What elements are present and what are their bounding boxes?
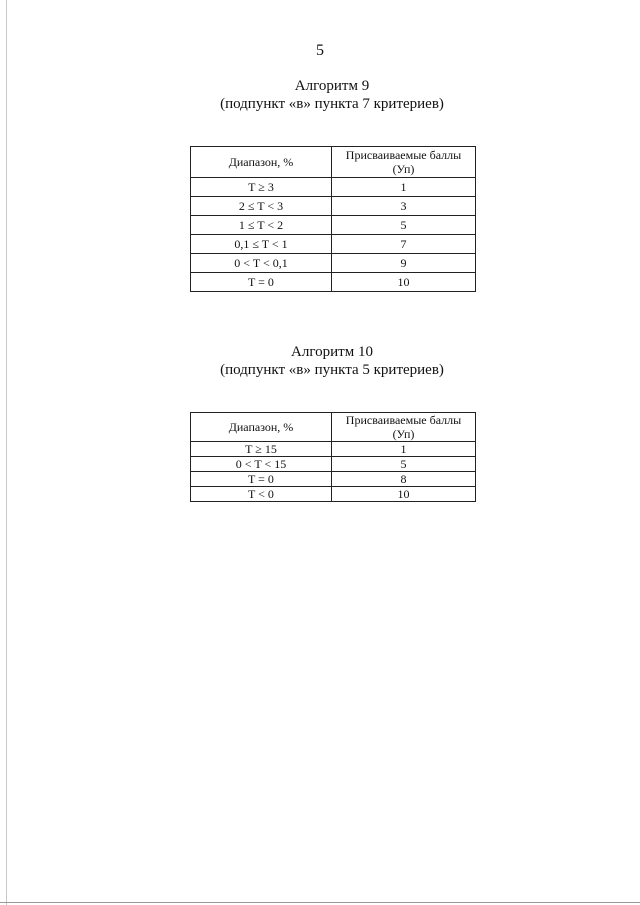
range-cell: 0,1 ≤ T < 1: [191, 235, 332, 254]
score-cell: 8: [332, 472, 476, 487]
score-header-line1: Присваиваемые баллы: [345, 148, 462, 162]
range-cell: T < 0: [191, 487, 332, 502]
score-cell: 7: [332, 235, 476, 254]
score-header-line2: (Уп): [392, 162, 415, 176]
scan-edge-left: [6, 0, 7, 905]
table-header-row: [191, 147, 476, 178]
table-row: [191, 197, 476, 216]
range-cell: T ≥ 3: [191, 178, 332, 197]
table-row: [191, 273, 476, 292]
score-header-line2: (Уп): [392, 427, 415, 441]
table-header-row: [191, 413, 476, 442]
table-row: [191, 254, 476, 273]
table-row: [191, 442, 476, 457]
algorithm-9-title: Алгоритм 9: [294, 78, 370, 94]
score-cell: 1: [332, 178, 476, 197]
range-column-header: Диапазон, %: [191, 147, 332, 178]
table-row: [191, 487, 476, 502]
algorithm-9-subtitle: (подпункт «в» пункта 7 критериев): [220, 96, 444, 112]
table-row: [191, 216, 476, 235]
algorithm-10-subtitle: (подпункт «в» пункта 5 критериев): [220, 362, 444, 378]
table-row: [191, 457, 476, 472]
score-header-line1: Присваиваемые баллы: [345, 413, 462, 427]
algorithm-10-heading: [0, 343, 640, 379]
score-cell: 10: [332, 487, 476, 502]
algorithm-10-table: [190, 412, 476, 502]
score-column-header: [332, 413, 476, 442]
range-cell: 2 ≤ T < 3: [191, 197, 332, 216]
score-cell: 3: [332, 197, 476, 216]
range-column-header: Диапазон, %: [191, 413, 332, 442]
table-row: [191, 235, 476, 254]
score-cell: 10: [332, 273, 476, 292]
range-cell: 0 < T < 0,1: [191, 254, 332, 273]
score-cell: 5: [332, 216, 476, 235]
table-row: [191, 178, 476, 197]
range-cell: T = 0: [191, 273, 332, 292]
score-cell: 1: [332, 442, 476, 457]
algorithm-9-heading: [0, 77, 640, 113]
table-row: [191, 472, 476, 487]
score-cell: 5: [332, 457, 476, 472]
algorithm-10-title: Алгоритм 10: [291, 344, 373, 360]
range-cell: T = 0: [191, 472, 332, 487]
page-number: 5: [316, 42, 324, 59]
range-cell: 0 < T < 15: [191, 457, 332, 472]
scan-edge-bottom: [0, 902, 640, 903]
range-cell: 1 ≤ T < 2: [191, 216, 332, 235]
score-column-header: [332, 147, 476, 178]
range-cell: T ≥ 15: [191, 442, 332, 457]
score-cell: 9: [332, 254, 476, 273]
algorithm-9-table: [190, 146, 476, 292]
